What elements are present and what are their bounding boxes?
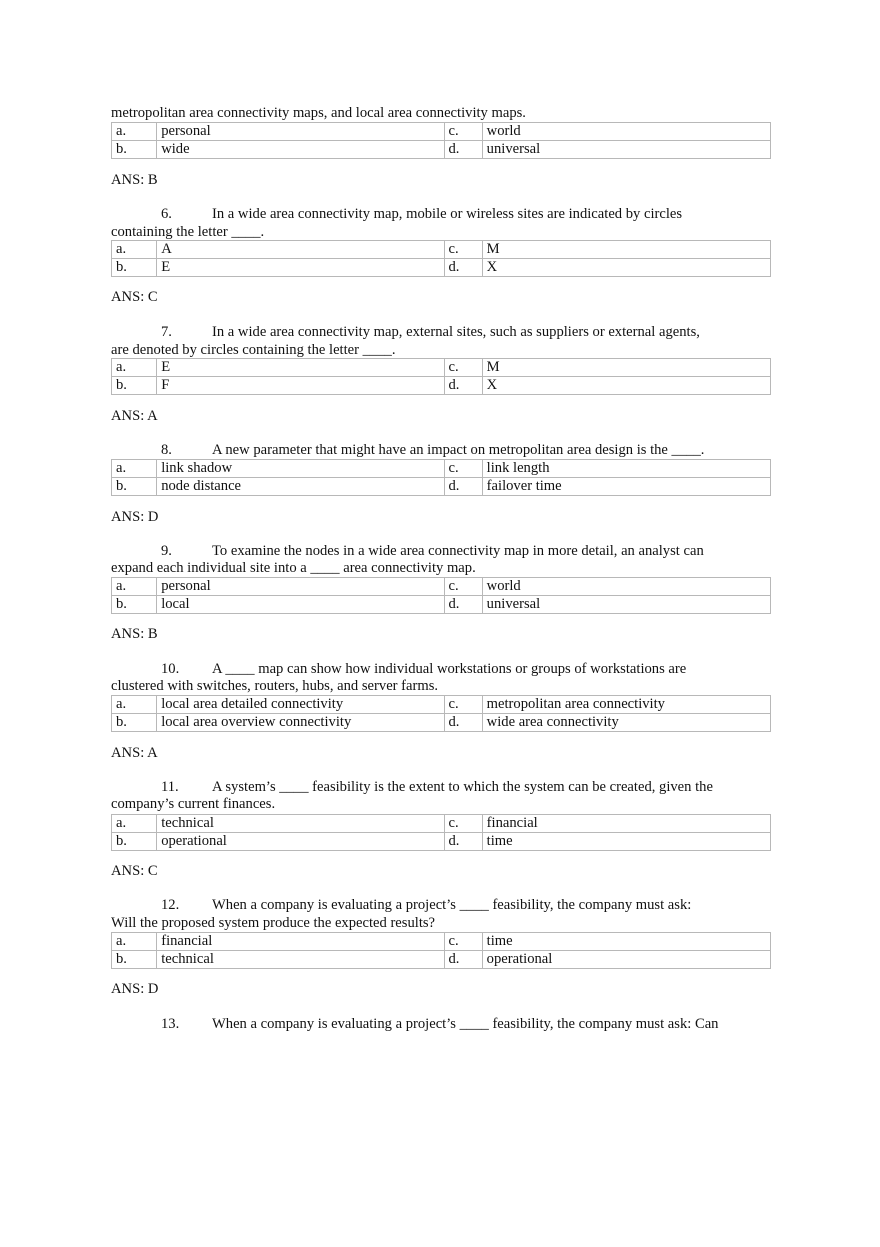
option-text: F bbox=[157, 377, 444, 395]
table-row bbox=[112, 377, 771, 395]
option-text: universal bbox=[482, 596, 770, 614]
option-letter: b. bbox=[112, 259, 157, 277]
option-letter: b. bbox=[112, 478, 157, 496]
option-text: X bbox=[482, 377, 770, 395]
option-letter: c. bbox=[444, 578, 482, 596]
option-text: E bbox=[157, 259, 444, 277]
question-text: When a company is evaluating a project’s ____ feasibility, the company must ask: Can bbox=[212, 1016, 719, 1032]
option-text: universal bbox=[482, 141, 770, 159]
option-letter: c. bbox=[444, 359, 482, 377]
option-text: link length bbox=[482, 460, 770, 478]
option-letter: a. bbox=[112, 696, 157, 714]
option-text: operational bbox=[157, 833, 444, 851]
question-number: 11. bbox=[161, 779, 179, 795]
option-letter: d. bbox=[444, 141, 482, 159]
answer-q12: ANS: D bbox=[111, 981, 159, 997]
options-table-q11 bbox=[111, 814, 771, 851]
question-text: In a wide area connectivity map, mobile or wireless sites are indicated by circles bbox=[212, 206, 683, 222]
option-text: personal bbox=[157, 123, 444, 141]
option-text: M bbox=[482, 359, 770, 377]
table-row bbox=[112, 815, 771, 833]
table-row bbox=[112, 951, 771, 969]
answer-q5: ANS: B bbox=[111, 172, 158, 188]
question-text-continued: Will the proposed system produce the expected results? bbox=[111, 915, 436, 931]
option-text: M bbox=[482, 241, 770, 259]
option-letter: a. bbox=[112, 241, 157, 259]
option-text: financial bbox=[157, 933, 444, 951]
option-text: wide area connectivity bbox=[482, 714, 770, 732]
table-row bbox=[112, 833, 771, 851]
question-text: In a wide area connectivity map, external sites, such as suppliers or external agents, bbox=[212, 324, 700, 340]
option-text: financial bbox=[482, 815, 770, 833]
option-text: world bbox=[482, 123, 770, 141]
option-letter: a. bbox=[112, 123, 157, 141]
option-text: time bbox=[482, 933, 770, 951]
option-text: local bbox=[157, 596, 444, 614]
option-text: operational bbox=[482, 951, 770, 969]
option-text: local area detailed connectivity bbox=[157, 696, 444, 714]
option-letter: c. bbox=[444, 696, 482, 714]
option-text: metropolitan area connectivity bbox=[482, 696, 770, 714]
option-letter: b. bbox=[112, 951, 157, 969]
option-letter: c. bbox=[444, 123, 482, 141]
table-row bbox=[112, 123, 771, 141]
option-letter: c. bbox=[444, 933, 482, 951]
option-letter: a. bbox=[112, 578, 157, 596]
options-table-q8 bbox=[111, 459, 771, 496]
option-letter: c. bbox=[444, 241, 482, 259]
option-letter: d. bbox=[444, 259, 482, 277]
option-letter: d. bbox=[444, 833, 482, 851]
table-row bbox=[112, 696, 771, 714]
question-text-continued: are denoted by circles containing the letter ____. bbox=[111, 342, 396, 358]
table-row bbox=[112, 259, 771, 277]
option-letter: d. bbox=[444, 478, 482, 496]
option-text: wide bbox=[157, 141, 444, 159]
option-text: time bbox=[482, 833, 770, 851]
options-table-q7 bbox=[111, 358, 771, 395]
question-number: 8. bbox=[161, 442, 172, 458]
question-number: 6. bbox=[161, 206, 172, 222]
options-table-q12 bbox=[111, 932, 771, 969]
options-table-q6 bbox=[111, 240, 771, 277]
question-number: 7. bbox=[161, 324, 172, 340]
option-letter: a. bbox=[112, 933, 157, 951]
option-text: local area overview connectivity bbox=[157, 714, 444, 732]
table-row bbox=[112, 933, 771, 951]
question-text: A ____ map can show how individual workstations or groups of workstations are bbox=[212, 661, 687, 677]
option-letter: d. bbox=[444, 951, 482, 969]
option-letter: a. bbox=[112, 460, 157, 478]
option-letter: a. bbox=[112, 359, 157, 377]
question-number: 12. bbox=[161, 897, 180, 913]
table-row bbox=[112, 714, 771, 732]
answer-q9: ANS: B bbox=[111, 626, 158, 642]
option-letter: b. bbox=[112, 377, 157, 395]
option-text: failover time bbox=[482, 478, 770, 496]
option-letter: d. bbox=[444, 377, 482, 395]
options-table-q10 bbox=[111, 695, 771, 732]
question-text-continued: expand each individual site into a ____ area connectivity map. bbox=[111, 560, 476, 576]
option-letter: d. bbox=[444, 596, 482, 614]
option-letter: b. bbox=[112, 833, 157, 851]
option-letter: c. bbox=[444, 815, 482, 833]
question-number: 9. bbox=[161, 543, 172, 559]
answer-q7: ANS: A bbox=[111, 408, 158, 424]
answer-q8: ANS: D bbox=[111, 509, 159, 525]
option-text: link shadow bbox=[157, 460, 444, 478]
options-table-q9 bbox=[111, 577, 771, 614]
question-text-continued: company’s current finances. bbox=[111, 796, 276, 812]
question-text-continued: containing the letter ____. bbox=[111, 224, 265, 240]
option-text: X bbox=[482, 259, 770, 277]
table-row bbox=[112, 460, 771, 478]
question-text: A system’s ____ feasibility is the extent to which the system can be created, given the bbox=[212, 779, 713, 795]
table-row bbox=[112, 596, 771, 614]
option-letter: a. bbox=[112, 815, 157, 833]
question-number: 10. bbox=[161, 661, 180, 677]
table-row bbox=[112, 578, 771, 596]
option-text: technical bbox=[157, 951, 444, 969]
answer-q6: ANS: C bbox=[111, 289, 158, 305]
table-row bbox=[112, 359, 771, 377]
option-text: world bbox=[482, 578, 770, 596]
table-row bbox=[112, 241, 771, 259]
question-text: When a company is evaluating a project’s ____ feasibility, the company must ask: bbox=[212, 897, 692, 913]
option-letter: b. bbox=[112, 596, 157, 614]
option-letter: c. bbox=[444, 460, 482, 478]
option-text: E bbox=[157, 359, 444, 377]
option-text: personal bbox=[157, 578, 444, 596]
table-row bbox=[112, 478, 771, 496]
option-letter: b. bbox=[112, 141, 157, 159]
option-text: node distance bbox=[157, 478, 444, 496]
table-row bbox=[112, 141, 771, 159]
answer-q11: ANS: C bbox=[111, 863, 158, 879]
option-letter: d. bbox=[444, 714, 482, 732]
option-text: technical bbox=[157, 815, 444, 833]
question-5-continuation: metropolitan area connectivity maps, and local area connectivity maps. bbox=[111, 105, 526, 121]
question-number: 13. bbox=[161, 1016, 180, 1032]
question-text-continued: clustered with switches, routers, hubs, and server farms. bbox=[111, 678, 439, 694]
option-letter: b. bbox=[112, 714, 157, 732]
question-text: To examine the nodes in a wide area connectivity map in more detail, an analyst can bbox=[212, 543, 704, 559]
question-text: A new parameter that might have an impact on metropolitan area design is the ____. bbox=[212, 442, 705, 458]
option-text: A bbox=[157, 241, 444, 259]
answer-q10: ANS: A bbox=[111, 745, 158, 761]
options-table-q5 bbox=[111, 122, 771, 159]
